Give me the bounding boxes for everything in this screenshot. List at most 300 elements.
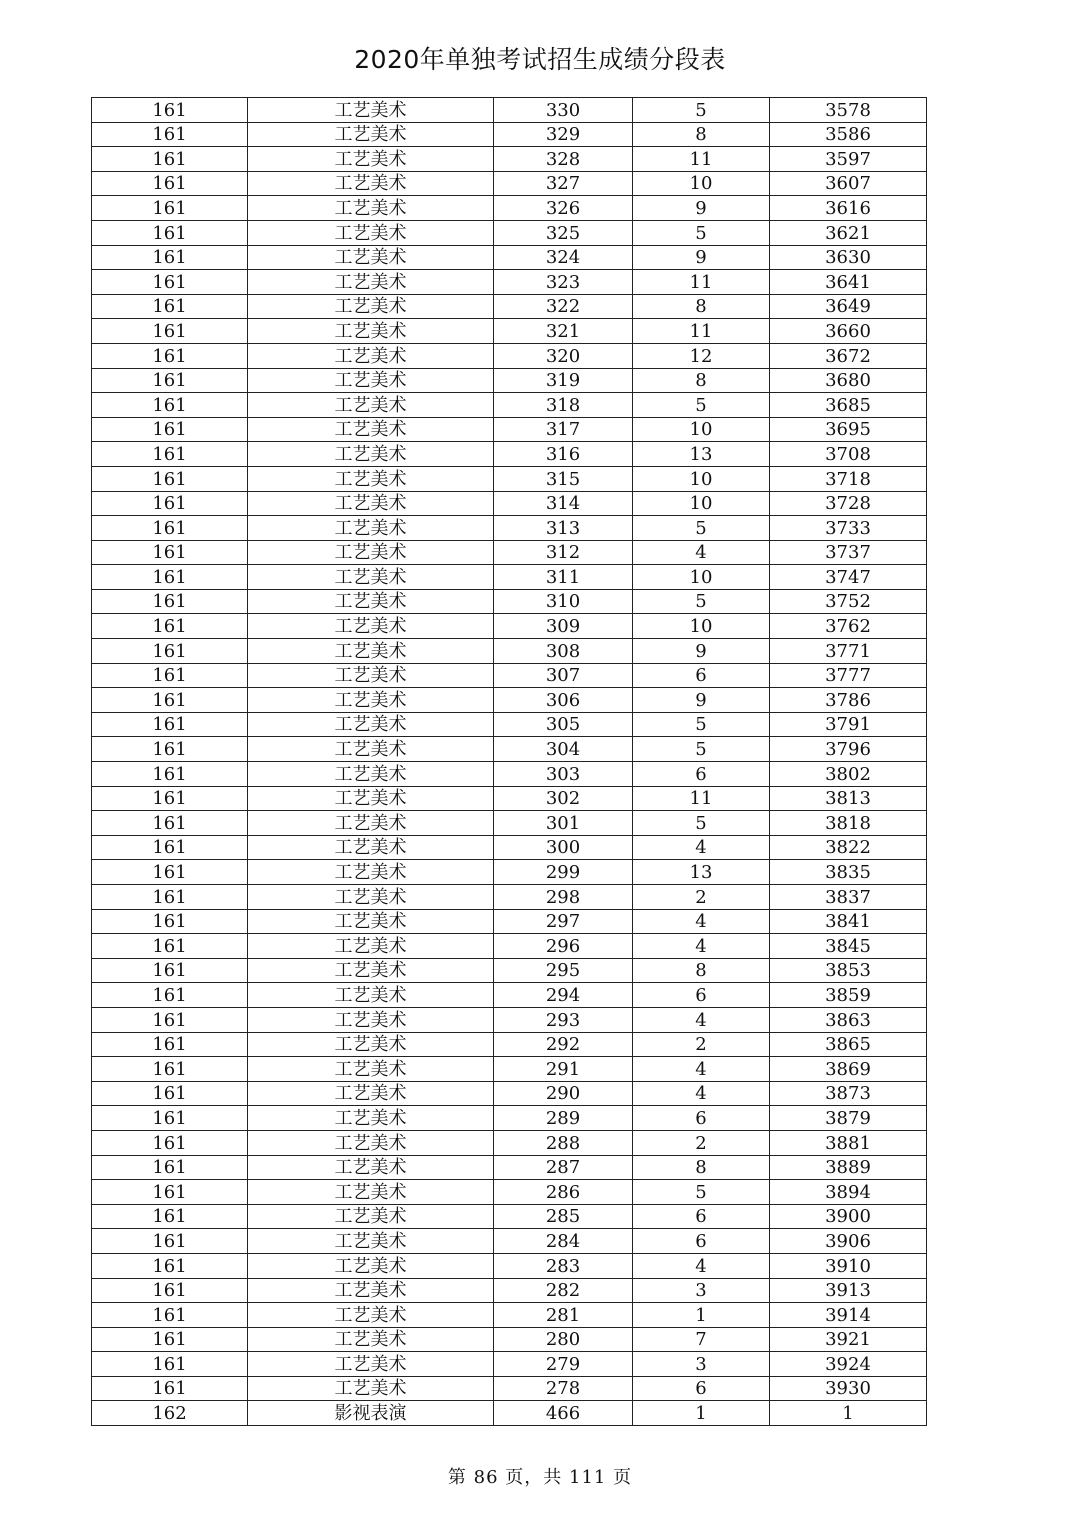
cumulative-cell: 3695 xyxy=(770,417,927,442)
score-cell: 288 xyxy=(494,1130,633,1155)
count-cell: 5 xyxy=(633,737,770,762)
page-title: 2020年单独考试招生成绩分段表 xyxy=(354,45,726,74)
table-row xyxy=(92,1278,927,1303)
table-row xyxy=(92,1303,927,1328)
cumulative-cell: 3737 xyxy=(770,540,927,565)
category-name-cell: 工艺美术 xyxy=(248,1327,494,1352)
count-cell: 8 xyxy=(633,294,770,319)
table-row xyxy=(92,835,927,860)
category-code-cell: 161 xyxy=(92,1180,248,1205)
category-name-cell: 工艺美术 xyxy=(248,491,494,516)
category-code-cell: 161 xyxy=(92,1352,248,1377)
score-cell: 292 xyxy=(494,1032,633,1057)
score-cell: 327 xyxy=(494,171,633,196)
category-code-cell: 161 xyxy=(92,1057,248,1082)
table-row xyxy=(92,442,927,467)
category-name-cell: 工艺美术 xyxy=(248,762,494,787)
category-name-cell: 工艺美术 xyxy=(248,589,494,614)
table-row xyxy=(92,589,927,614)
category-code-cell: 161 xyxy=(92,122,248,147)
score-cell: 318 xyxy=(494,393,633,418)
category-name-cell: 工艺美术 xyxy=(248,934,494,959)
category-name-cell: 工艺美术 xyxy=(248,786,494,811)
cumulative-cell: 3777 xyxy=(770,663,927,688)
count-cell: 6 xyxy=(633,983,770,1008)
table-row xyxy=(92,319,927,344)
category-code-cell: 161 xyxy=(92,417,248,442)
score-cell: 314 xyxy=(494,491,633,516)
table-row xyxy=(92,1057,927,1082)
score-cell: 310 xyxy=(494,589,633,614)
score-cell: 301 xyxy=(494,811,633,836)
category-name-cell: 工艺美术 xyxy=(248,245,494,270)
category-code-cell: 161 xyxy=(92,909,248,934)
count-cell: 4 xyxy=(633,909,770,934)
category-name-cell: 工艺美术 xyxy=(248,1081,494,1106)
count-cell: 13 xyxy=(633,442,770,467)
score-cell: 315 xyxy=(494,466,633,491)
category-name-cell: 工艺美术 xyxy=(248,270,494,295)
table-row xyxy=(92,294,927,319)
cumulative-cell: 3630 xyxy=(770,245,927,270)
category-code-cell: 161 xyxy=(92,1303,248,1328)
cumulative-cell: 3728 xyxy=(770,491,927,516)
category-code-cell: 161 xyxy=(92,663,248,688)
cumulative-cell: 3813 xyxy=(770,786,927,811)
category-name-cell: 工艺美术 xyxy=(248,1130,494,1155)
category-code-cell: 161 xyxy=(92,762,248,787)
category-name-cell: 工艺美术 xyxy=(248,147,494,172)
category-name-cell: 工艺美术 xyxy=(248,393,494,418)
category-code-cell: 161 xyxy=(92,343,248,368)
count-cell: 1 xyxy=(633,1401,770,1426)
cumulative-cell: 3865 xyxy=(770,1032,927,1057)
table-row xyxy=(92,762,927,787)
category-code-cell: 161 xyxy=(92,885,248,910)
cumulative-cell: 3906 xyxy=(770,1229,927,1254)
category-name-cell: 工艺美术 xyxy=(248,1278,494,1303)
count-cell: 11 xyxy=(633,147,770,172)
table-row xyxy=(92,245,927,270)
cumulative-cell: 3747 xyxy=(770,565,927,590)
category-code-cell: 161 xyxy=(92,589,248,614)
category-code-cell: 161 xyxy=(92,934,248,959)
table-row xyxy=(92,1204,927,1229)
category-code-cell: 161 xyxy=(92,1081,248,1106)
category-code-cell: 161 xyxy=(92,540,248,565)
score-cell: 295 xyxy=(494,958,633,983)
table-row xyxy=(92,1155,927,1180)
count-cell: 4 xyxy=(633,1057,770,1082)
category-name-cell: 工艺美术 xyxy=(248,1057,494,1082)
score-cell: 289 xyxy=(494,1106,633,1131)
cumulative-cell: 3930 xyxy=(770,1376,927,1401)
score-cell: 286 xyxy=(494,1180,633,1205)
category-code-cell: 161 xyxy=(92,737,248,762)
score-cell: 291 xyxy=(494,1057,633,1082)
cumulative-cell: 3881 xyxy=(770,1130,927,1155)
table-row xyxy=(92,737,927,762)
category-name-cell: 工艺美术 xyxy=(248,1229,494,1254)
category-name-cell: 工艺美术 xyxy=(248,196,494,221)
count-cell: 4 xyxy=(633,934,770,959)
category-name-cell: 工艺美术 xyxy=(248,983,494,1008)
count-cell: 11 xyxy=(633,270,770,295)
cumulative-cell: 3841 xyxy=(770,909,927,934)
cumulative-cell: 3796 xyxy=(770,737,927,762)
category-code-cell: 161 xyxy=(92,1376,248,1401)
score-cell: 297 xyxy=(494,909,633,934)
count-cell: 8 xyxy=(633,958,770,983)
count-cell: 5 xyxy=(633,516,770,541)
cumulative-cell: 3597 xyxy=(770,147,927,172)
category-name-cell: 工艺美术 xyxy=(248,294,494,319)
category-code-cell: 161 xyxy=(92,1278,248,1303)
cumulative-cell: 3914 xyxy=(770,1303,927,1328)
table-row xyxy=(92,639,927,664)
table-row xyxy=(92,958,927,983)
count-cell: 5 xyxy=(633,1180,770,1205)
category-name-cell: 工艺美术 xyxy=(248,540,494,565)
cumulative-cell: 3802 xyxy=(770,762,927,787)
page-footer: 第 86 页，共 111 页 xyxy=(447,1467,633,1488)
table-row xyxy=(92,368,927,393)
count-cell: 1 xyxy=(633,1303,770,1328)
count-cell: 9 xyxy=(633,688,770,713)
category-name-cell: 工艺美术 xyxy=(248,220,494,245)
cumulative-cell: 3837 xyxy=(770,885,927,910)
category-code-cell: 161 xyxy=(92,1032,248,1057)
count-cell: 12 xyxy=(633,343,770,368)
cumulative-cell: 3894 xyxy=(770,1180,927,1205)
score-cell: 326 xyxy=(494,196,633,221)
table-row xyxy=(92,688,927,713)
cumulative-cell: 3733 xyxy=(770,516,927,541)
table-row xyxy=(92,1327,927,1352)
score-cell: 304 xyxy=(494,737,633,762)
category-name-cell: 工艺美术 xyxy=(248,368,494,393)
score-cell: 284 xyxy=(494,1229,633,1254)
score-cell: 296 xyxy=(494,934,633,959)
table-row xyxy=(92,663,927,688)
table-row xyxy=(92,1081,927,1106)
count-cell: 10 xyxy=(633,614,770,639)
cumulative-cell: 3649 xyxy=(770,294,927,319)
category-code-cell: 161 xyxy=(92,245,248,270)
count-cell: 5 xyxy=(633,393,770,418)
count-cell: 5 xyxy=(633,98,770,123)
category-code-cell: 161 xyxy=(92,319,248,344)
cumulative-cell: 3863 xyxy=(770,1007,927,1032)
table-row xyxy=(92,1106,927,1131)
score-cell: 325 xyxy=(494,220,633,245)
count-cell: 10 xyxy=(633,491,770,516)
category-name-cell: 工艺美术 xyxy=(248,835,494,860)
score-cell: 278 xyxy=(494,1376,633,1401)
category-code-cell: 161 xyxy=(92,1106,248,1131)
cumulative-cell: 3685 xyxy=(770,393,927,418)
cumulative-cell: 3835 xyxy=(770,860,927,885)
table-row xyxy=(92,983,927,1008)
category-name-cell: 工艺美术 xyxy=(248,417,494,442)
category-code-cell: 161 xyxy=(92,860,248,885)
category-name-cell: 工艺美术 xyxy=(248,712,494,737)
score-cell: 279 xyxy=(494,1352,633,1377)
cumulative-cell: 3762 xyxy=(770,614,927,639)
count-cell: 6 xyxy=(633,663,770,688)
cumulative-cell: 3680 xyxy=(770,368,927,393)
count-cell: 5 xyxy=(633,811,770,836)
count-cell: 10 xyxy=(633,171,770,196)
score-cell: 290 xyxy=(494,1081,633,1106)
count-cell: 3 xyxy=(633,1352,770,1377)
score-cell: 285 xyxy=(494,1204,633,1229)
score-cell: 298 xyxy=(494,885,633,910)
category-name-cell: 工艺美术 xyxy=(248,343,494,368)
category-name-cell: 工艺美术 xyxy=(248,1303,494,1328)
table-row xyxy=(92,1032,927,1057)
table-row xyxy=(92,934,927,959)
category-name-cell: 工艺美术 xyxy=(248,98,494,123)
table-row xyxy=(92,1376,927,1401)
category-name-cell: 工艺美术 xyxy=(248,442,494,467)
category-code-cell: 161 xyxy=(92,1327,248,1352)
category-code-cell: 161 xyxy=(92,368,248,393)
cumulative-cell: 3641 xyxy=(770,270,927,295)
category-code-cell: 161 xyxy=(92,294,248,319)
count-cell: 9 xyxy=(633,196,770,221)
score-cell: 324 xyxy=(494,245,633,270)
cumulative-cell: 3889 xyxy=(770,1155,927,1180)
category-code-cell: 161 xyxy=(92,565,248,590)
category-name-cell: 工艺美术 xyxy=(248,909,494,934)
score-cell: 282 xyxy=(494,1278,633,1303)
count-cell: 4 xyxy=(633,835,770,860)
category-name-cell: 工艺美术 xyxy=(248,614,494,639)
table-row xyxy=(92,122,927,147)
table-row xyxy=(92,147,927,172)
table-row xyxy=(92,1180,927,1205)
category-code-cell: 161 xyxy=(92,98,248,123)
count-cell: 4 xyxy=(633,1007,770,1032)
cumulative-cell: 3660 xyxy=(770,319,927,344)
count-cell: 9 xyxy=(633,245,770,270)
count-cell: 4 xyxy=(633,540,770,565)
category-name-cell: 工艺美术 xyxy=(248,319,494,344)
category-code-cell: 161 xyxy=(92,196,248,221)
table-row xyxy=(92,1229,927,1254)
score-table-body xyxy=(92,98,927,1426)
count-cell: 3 xyxy=(633,1278,770,1303)
cumulative-cell: 3900 xyxy=(770,1204,927,1229)
score-cell: 303 xyxy=(494,762,633,787)
score-cell: 321 xyxy=(494,319,633,344)
count-cell: 4 xyxy=(633,1253,770,1278)
table-row xyxy=(92,565,927,590)
category-name-cell: 工艺美术 xyxy=(248,860,494,885)
table-row xyxy=(92,270,927,295)
count-cell: 6 xyxy=(633,762,770,787)
cumulative-cell: 3845 xyxy=(770,934,927,959)
category-code-cell: 162 xyxy=(92,1401,248,1426)
category-code-cell: 161 xyxy=(92,1130,248,1155)
score-cell: 306 xyxy=(494,688,633,713)
cumulative-cell: 3771 xyxy=(770,639,927,664)
category-code-cell: 161 xyxy=(92,786,248,811)
category-name-cell: 工艺美术 xyxy=(248,958,494,983)
cumulative-cell: 3924 xyxy=(770,1352,927,1377)
cumulative-cell: 3873 xyxy=(770,1081,927,1106)
table-row xyxy=(92,614,927,639)
category-name-cell: 工艺美术 xyxy=(248,1376,494,1401)
category-name-cell: 工艺美术 xyxy=(248,1253,494,1278)
cumulative-cell: 3578 xyxy=(770,98,927,123)
score-cell: 319 xyxy=(494,368,633,393)
cumulative-cell: 3708 xyxy=(770,442,927,467)
count-cell: 8 xyxy=(633,1155,770,1180)
table-row xyxy=(92,1253,927,1278)
cumulative-cell: 3921 xyxy=(770,1327,927,1352)
table-row xyxy=(92,1401,927,1426)
category-code-cell: 161 xyxy=(92,1007,248,1032)
category-code-cell: 161 xyxy=(92,220,248,245)
score-cell: 287 xyxy=(494,1155,633,1180)
table-row xyxy=(92,171,927,196)
score-cell: 312 xyxy=(494,540,633,565)
count-cell: 10 xyxy=(633,466,770,491)
score-cell: 329 xyxy=(494,122,633,147)
count-cell: 2 xyxy=(633,1130,770,1155)
category-code-cell: 161 xyxy=(92,147,248,172)
cumulative-cell: 3718 xyxy=(770,466,927,491)
count-cell: 6 xyxy=(633,1376,770,1401)
category-name-cell: 工艺美术 xyxy=(248,565,494,590)
category-code-cell: 161 xyxy=(92,171,248,196)
category-code-cell: 161 xyxy=(92,442,248,467)
count-cell: 13 xyxy=(633,860,770,885)
cumulative-cell: 3879 xyxy=(770,1106,927,1131)
category-code-cell: 161 xyxy=(92,688,248,713)
score-cell: 311 xyxy=(494,565,633,590)
table-row xyxy=(92,786,927,811)
score-cell: 328 xyxy=(494,147,633,172)
count-cell: 11 xyxy=(633,319,770,344)
category-name-cell: 工艺美术 xyxy=(248,122,494,147)
cumulative-cell: 3869 xyxy=(770,1057,927,1082)
cumulative-cell: 3786 xyxy=(770,688,927,713)
score-cell: 320 xyxy=(494,343,633,368)
score-cell: 300 xyxy=(494,835,633,860)
category-code-cell: 161 xyxy=(92,466,248,491)
cumulative-cell: 3853 xyxy=(770,958,927,983)
count-cell: 8 xyxy=(633,122,770,147)
category-code-cell: 161 xyxy=(92,516,248,541)
cumulative-cell: 1 xyxy=(770,1401,927,1426)
cumulative-cell: 3586 xyxy=(770,122,927,147)
category-name-cell: 工艺美术 xyxy=(248,1204,494,1229)
category-code-cell: 161 xyxy=(92,835,248,860)
category-name-cell: 工艺美术 xyxy=(248,1032,494,1057)
table-row xyxy=(92,196,927,221)
cumulative-cell: 3791 xyxy=(770,712,927,737)
category-code-cell: 161 xyxy=(92,393,248,418)
category-name-cell: 影视表演 xyxy=(248,1401,494,1426)
table-row xyxy=(92,811,927,836)
cumulative-cell: 3913 xyxy=(770,1278,927,1303)
category-code-cell: 161 xyxy=(92,811,248,836)
category-code-cell: 161 xyxy=(92,1229,248,1254)
category-code-cell: 161 xyxy=(92,712,248,737)
cumulative-cell: 3818 xyxy=(770,811,927,836)
score-cell: 323 xyxy=(494,270,633,295)
count-cell: 5 xyxy=(633,220,770,245)
category-name-cell: 工艺美术 xyxy=(248,1352,494,1377)
table-row xyxy=(92,417,927,442)
score-cell: 317 xyxy=(494,417,633,442)
table-row xyxy=(92,909,927,934)
count-cell: 4 xyxy=(633,1081,770,1106)
category-code-cell: 161 xyxy=(92,1204,248,1229)
count-cell: 5 xyxy=(633,589,770,614)
table-row xyxy=(92,491,927,516)
category-name-cell: 工艺美术 xyxy=(248,171,494,196)
cumulative-cell: 3859 xyxy=(770,983,927,1008)
count-cell: 6 xyxy=(633,1204,770,1229)
category-code-cell: 161 xyxy=(92,983,248,1008)
table-row xyxy=(92,393,927,418)
count-cell: 2 xyxy=(633,1032,770,1057)
table-row xyxy=(92,98,927,123)
category-name-cell: 工艺美术 xyxy=(248,1106,494,1131)
category-name-cell: 工艺美术 xyxy=(248,688,494,713)
count-cell: 5 xyxy=(633,712,770,737)
score-cell: 302 xyxy=(494,786,633,811)
category-code-cell: 161 xyxy=(92,1253,248,1278)
count-cell: 6 xyxy=(633,1106,770,1131)
category-name-cell: 工艺美术 xyxy=(248,663,494,688)
category-name-cell: 工艺美术 xyxy=(248,885,494,910)
cumulative-cell: 3672 xyxy=(770,343,927,368)
count-cell: 6 xyxy=(633,1229,770,1254)
count-cell: 8 xyxy=(633,368,770,393)
count-cell: 2 xyxy=(633,885,770,910)
count-cell: 7 xyxy=(633,1327,770,1352)
table-row xyxy=(92,1352,927,1377)
category-code-cell: 161 xyxy=(92,614,248,639)
score-cell: 466 xyxy=(494,1401,633,1426)
table-row xyxy=(92,860,927,885)
score-cell: 307 xyxy=(494,663,633,688)
table-row xyxy=(92,466,927,491)
count-cell: 10 xyxy=(633,565,770,590)
category-name-cell: 工艺美术 xyxy=(248,1007,494,1032)
category-code-cell: 161 xyxy=(92,491,248,516)
score-cell: 283 xyxy=(494,1253,633,1278)
category-code-cell: 161 xyxy=(92,270,248,295)
cumulative-cell: 3616 xyxy=(770,196,927,221)
category-code-cell: 161 xyxy=(92,1155,248,1180)
category-name-cell: 工艺美术 xyxy=(248,516,494,541)
category-code-cell: 161 xyxy=(92,958,248,983)
count-cell: 10 xyxy=(633,417,770,442)
category-name-cell: 工艺美术 xyxy=(248,466,494,491)
cumulative-cell: 3822 xyxy=(770,835,927,860)
cumulative-cell: 3910 xyxy=(770,1253,927,1278)
category-code-cell: 161 xyxy=(92,639,248,664)
table-row xyxy=(92,343,927,368)
score-cell: 305 xyxy=(494,712,633,737)
category-name-cell: 工艺美术 xyxy=(248,639,494,664)
